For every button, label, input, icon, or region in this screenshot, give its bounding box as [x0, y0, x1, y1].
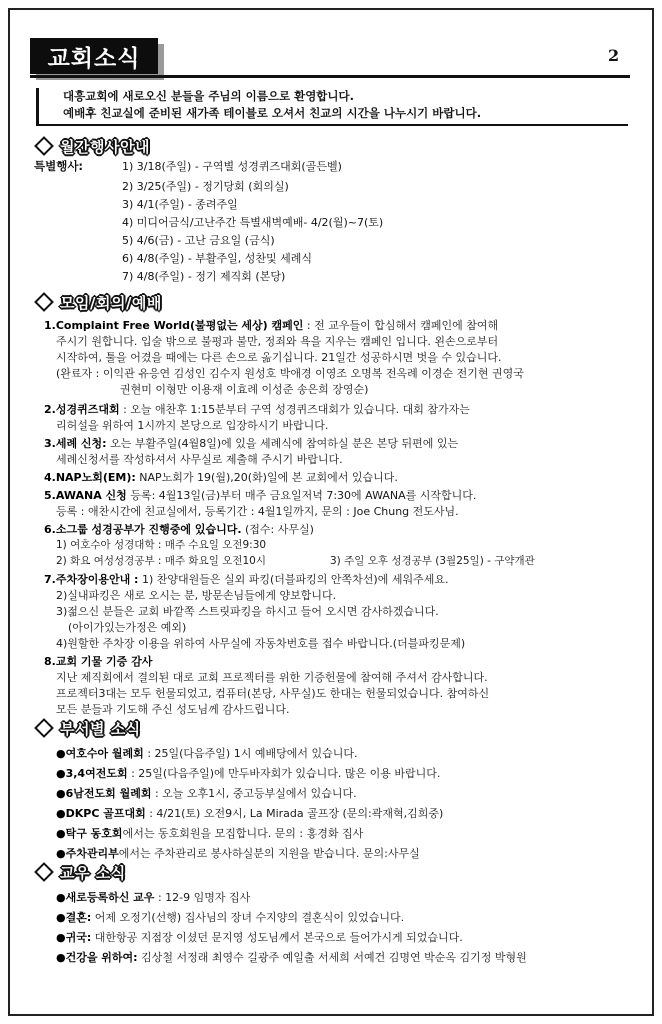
header-rule [30, 75, 630, 78]
meeting-item-1: 1.Complaint Free World(불평없는 세상) 캠페인 : 전 교우들이 합심해서 캠페인에 참여해 [44, 319, 499, 332]
event-item: 2) 3/25(주일) - 정기당회 (회의실) [122, 180, 289, 193]
meeting-item-5: 5.AWANA 신청 등록: 4월13일(금)부터 매주 금요일저녁 7:30에 AWANA를 시작합니다. [44, 489, 477, 502]
member-news-item: ●새로등록하신 교우 : 12-9 임명자 집사 [56, 891, 251, 904]
section-title: 월간행사안내 [60, 137, 150, 156]
department-item: ●DKPC 골프대회 : 4/21(토) 오전9시, La Mirada 골프장 (문의:곽재혁,김희중) [56, 807, 444, 820]
meeting-item-8-line: 프로젝터3대는 모두 헌물되었고, 컴퓨터(본당, 사무실)도 한대는 헌물되었습니다. 참여하신 [56, 687, 490, 700]
meeting-item-4: 4.NAP노회(EM): NAP노회가 19(월),20(화)일에 본 교회에서 있습니다. [44, 471, 398, 484]
meeting-item-8: 8.교회 기물 기증 감사 [44, 655, 153, 668]
welcome-line-1: 대흥교회에 새로오신 분들을 주님의 이름으로 환영합니다. [63, 89, 355, 103]
meeting-item-2-line: 리허설을 위하여 1시까지 본당으로 입장하시기 바랍니다. [56, 419, 329, 432]
meeting-item-2: 2.성경퀴즈대회 : 오늘 애찬후 1:15분부터 구역 성경퀴즈대회가 있습니다. 대회 참가자는 [44, 403, 470, 416]
page-number: 2 [608, 46, 620, 65]
event-item: 1) 3/18(주일) - 구역별 성경퀴즈대회(골든벨) [122, 160, 342, 173]
member-news-item: ●결혼: 어제 오정기(선행) 집사님의 장녀 수지양의 결혼식이 있었습니다. [56, 911, 405, 924]
section-departments [34, 718, 141, 738]
meeting-item-8-line: 모든 분들과 기도해 주신 성도님께 감사드립니다. [56, 703, 290, 716]
meeting-item-6-line: 3) 주일 오후 성경공부 (3월25일) - 구약개관 [330, 555, 535, 567]
diamond-icon [34, 292, 54, 312]
special-events-label: 특별행사: [34, 159, 84, 173]
department-item: ●3,4여전도회 : 25일(다음주일)에 만두바자회가 있습니다. 많은 이용 바랍니다. [56, 767, 441, 780]
meeting-item-1-line: 주시기 원합니다. 입술 밖으로 불평과 불만, 정죄와 욕을 지우는 캠페인 입니다. 왼손으로부터 [56, 335, 499, 348]
member-news-item: ●귀국: 대한항공 지점장 이셨던 문지영 성도님께서 본국으로 들어가시게 되었습니다. [56, 931, 463, 944]
department-item: ●탁구 동호회에서는 동호회원을 모집합니다. 문의 : 홍경화 집사 [56, 827, 364, 840]
section-title: 모임/회의/예배 [60, 293, 162, 312]
page-title: 교회소식 [30, 38, 158, 74]
welcome-box [36, 88, 628, 126]
section-title: 부서별 소식 [60, 719, 141, 738]
meeting-item-5-line: 등록 : 애찬시간에 친교실에서, 등록기간 : 4월1일까지, 문의 : Joe Chung 전도사님. [56, 505, 459, 518]
section-title: 교우 소식 [60, 863, 126, 882]
section-monthly-events [34, 136, 150, 156]
section-members [34, 862, 126, 882]
meeting-item-6: 6.소그룹 성경공부가 진행중에 있습니다. (접수: 사무실) [44, 523, 314, 536]
member-news-item: ●건강을 위하여: 김상철 서정래 최영수 길광주 예일출 서세희 서예건 김명연 박순옥 김기정 박형원 [56, 951, 527, 964]
meeting-item-7: 7.주차장이용안내 : 1) 찬양대원들은 실외 파킹(더블파킹의 안쪽차선)에 세워주세요. [44, 573, 449, 586]
meeting-item-3-line: 세례신청서를 작성하셔서 사무실로 제출해 주시기 바랍니다. [56, 453, 343, 466]
meeting-item-8-line: 지난 제직회에서 결의된 대로 교회 프로젝터를 위한 기증헌물에 참여해 주셔서 감사합니다. [56, 671, 488, 684]
meeting-item-3: 3.세례 신청: 오는 부활주일(4월8일)에 있을 세례식에 참여하실 분은 본당 뒤편에 있는 [44, 437, 459, 450]
meeting-item-1-line: (완료자 : 이익관 유응연 김성인 김수지 원성호 박애경 이영조 오명복 전옥례 이경순 전기현 권영국 [56, 367, 524, 380]
meeting-item-7-line: 2)실내파킹은 새로 오시는 분, 방문손님들에게 양보합니다. [56, 589, 337, 602]
meeting-item-7-line: 3)젊으신 분들은 교회 바깥쪽 스트릿파킹을 하시고 들어 오시면 감사하겠습니다. [56, 605, 439, 618]
meeting-item-6-line: 2) 화요 여성성경공부 : 매주 화요일 오전10시 [56, 555, 266, 567]
meeting-item-1-line: 권현미 이형만 이용재 이효례 이성준 송은희 장영순) [120, 383, 369, 396]
welcome-line-2: 예배후 친교실에 준비된 새가족 테이블로 오셔서 친교의 시간을 나누시기 바랍니다. [63, 106, 482, 120]
section-meetings [34, 292, 162, 312]
event-item: 6) 4/8(주일) - 부활주일, 성찬및 세례식 [122, 252, 313, 265]
department-item: ●여호수아 월례회 : 25일(다음주일) 1시 예배당에서 있습니다. [56, 747, 358, 760]
event-item: 3) 4/1(주일) - 종려주일 [122, 198, 238, 211]
diamond-icon [34, 718, 54, 738]
meeting-item-6-line: 1) 여호수아 성경대학 : 매주 수요일 오전9:30 [56, 539, 267, 551]
meeting-item-7-line: 4)원할한 주차장 이용을 위하여 사무실에 자동차번호를 접수 바랍니다.(더블파킹문제) [56, 637, 466, 650]
department-item: ●6남전도회 월례회 : 오늘 오후1시, 중고등부실에서 있습니다. [56, 787, 357, 800]
event-item: 4) 미디어금식/고난주간 특별새벽예배- 4/2(월)~7(토) [122, 216, 384, 229]
diamond-icon [34, 136, 54, 156]
department-item: ●주차관리부에서는 주차관리로 봉사하실분의 지원을 받습니다. 문의:사무실 [56, 847, 420, 860]
diamond-icon [34, 862, 54, 882]
event-item: 7) 4/8(주일) - 정기 제직회 (본당) [122, 270, 286, 283]
meeting-item-1-line: 시작하여, 툴을 어겼을 때에는 다른 손으로 옮기십니다. 21일간 성공하시면 벗을 수 있습니다. [56, 351, 502, 364]
event-item: 5) 4/6(금) - 고난 금요일 (금식) [122, 234, 275, 247]
meeting-item-7-line: (아이가있는가정은 예외) [68, 621, 187, 634]
